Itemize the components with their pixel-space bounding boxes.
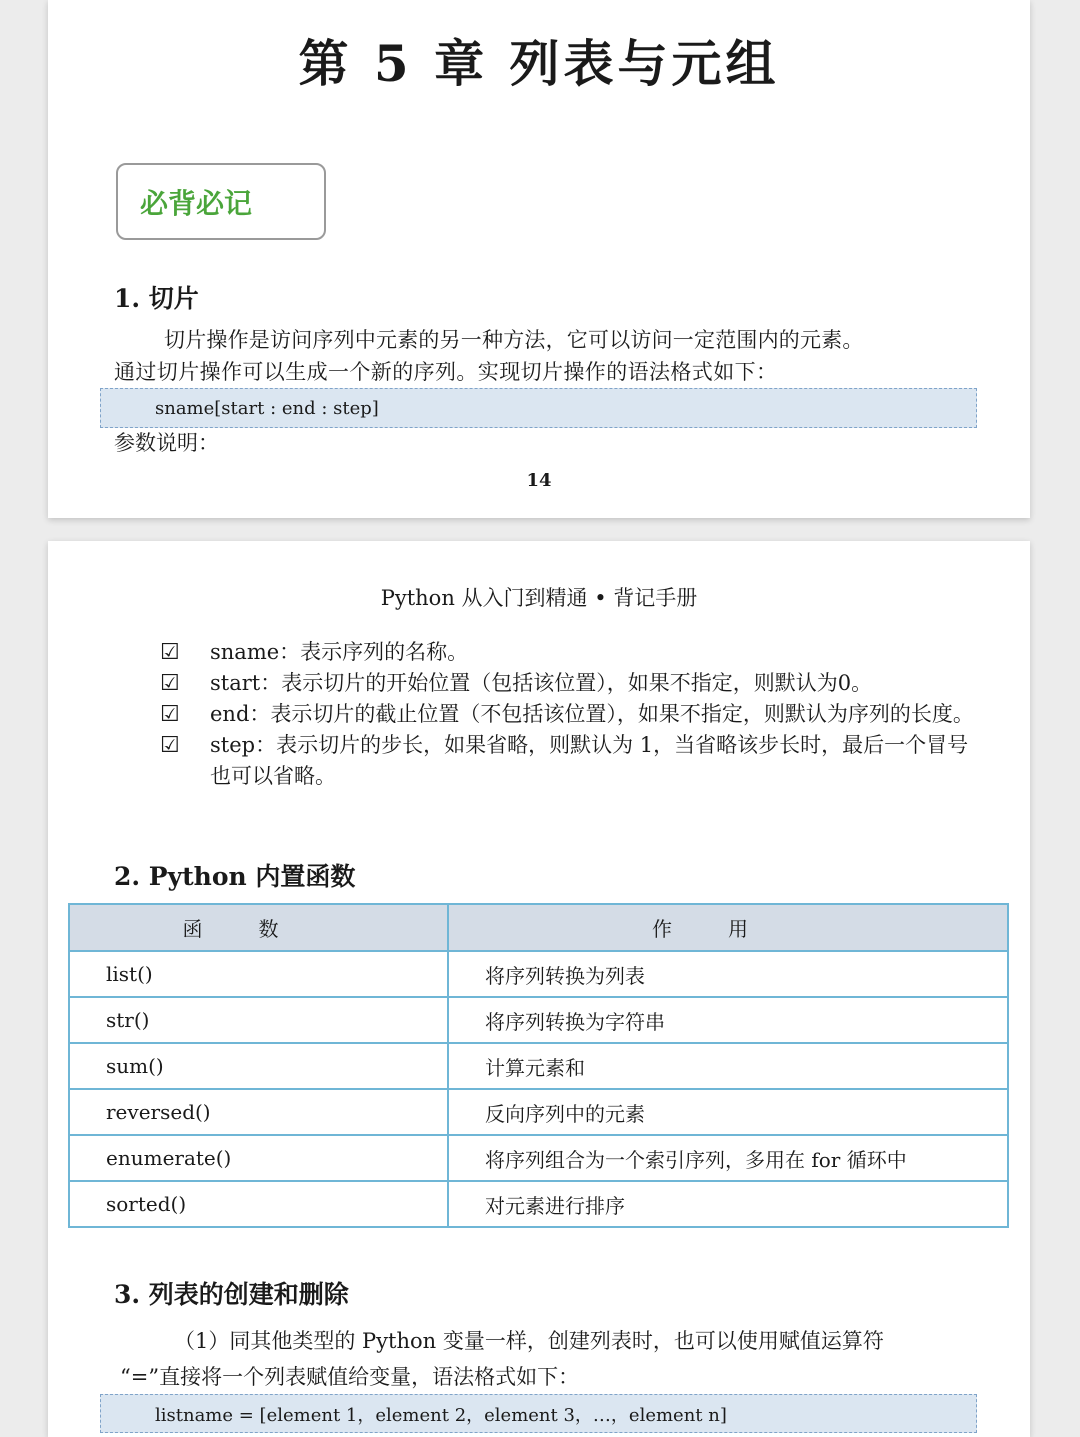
function-purpose-cell: 反向序列中的元素 <box>448 1089 1008 1135</box>
table-row <box>69 997 1008 1043</box>
function-name-cell: enumerate() <box>69 1135 448 1181</box>
param-text: sname：表示序列的名称。 <box>210 640 469 664</box>
table-header-purpose: 作用 <box>448 904 1008 951</box>
slicing-paragraph-line1: 切片操作是访问序列中元素的另一种方法，它可以访问一定范围内的元素。 <box>164 328 864 352</box>
checkbox-checked-icon: ☑ <box>160 671 180 696</box>
section-title-builtins: 2. Python 内置函数 <box>114 862 356 891</box>
builtin-functions-table <box>68 903 1009 1228</box>
section-title-list-create-delete: 3. 列表的创建和删除 <box>114 1280 349 1309</box>
param-text: step：表示切片的步长，如果省略，则默认为 1，当省略该步长时，最后一个冒号也可以省略。 <box>210 733 969 788</box>
param-text: start：表示切片的开始位置（包括该位置），如果不指定，则默认为0。 <box>210 671 873 695</box>
list-create-paragraph-line2: “=”直接将一个列表赋值给变量，语法格式如下： <box>120 1365 580 1389</box>
table-row <box>69 951 1008 997</box>
function-purpose-cell: 将序列转换为字符串 <box>448 997 1008 1043</box>
function-purpose-cell: 对元素进行排序 <box>448 1181 1008 1227</box>
function-name-cell: list() <box>69 951 448 997</box>
slicing-paragraph-line2: 通过切片操作可以生成一个新的序列。实现切片操作的语法格式如下： <box>114 360 778 384</box>
book-page-14 <box>48 0 1030 518</box>
function-purpose-cell: 将序列转换为列表 <box>448 951 1008 997</box>
table-header-function: 函数 <box>69 904 448 951</box>
checkbox-checked-icon: ☑ <box>160 733 180 758</box>
function-name-cell: sorted() <box>69 1181 448 1227</box>
table-row <box>69 1089 1008 1135</box>
section-title-slicing: 1. 切片 <box>114 284 199 313</box>
function-purpose-cell: 将序列组合为一个索引序列，多用在 for 循环中 <box>448 1135 1008 1181</box>
table-header-row <box>69 904 1008 951</box>
function-name-cell: sum() <box>69 1043 448 1089</box>
param-text: end：表示切片的截止位置（不包括该位置），如果不指定，则默认为序列的长度。 <box>210 702 974 726</box>
page-number: 14 <box>526 470 552 491</box>
param-item-sname <box>160 637 980 668</box>
table-row <box>69 1043 1008 1089</box>
function-purpose-cell: 计算元素和 <box>448 1043 1008 1089</box>
checkbox-checked-icon: ☑ <box>160 702 180 727</box>
checkbox-checked-icon: ☑ <box>160 640 180 665</box>
list-create-syntax-code: listname = [element 1，element 2，element 3，…，element n] <box>100 1394 977 1433</box>
table-row <box>69 1135 1008 1181</box>
param-checklist <box>160 637 980 792</box>
chapter-title: 第 5 章 列表与元组 <box>298 34 780 93</box>
param-item-step <box>160 730 980 792</box>
running-header: Python 从入门到精通 • 背记手册 <box>380 586 698 610</box>
param-item-end <box>160 699 980 730</box>
table-row <box>69 1181 1008 1227</box>
params-label: 参数说明： <box>114 431 219 455</box>
book-page-15 <box>48 541 1030 1437</box>
list-create-paragraph-line1: （1）同其他类型的 Python 变量一样，创建列表时，也可以使用赋值运算符 <box>174 1329 884 1353</box>
slicing-syntax-code: sname[start : end : step] <box>100 388 977 428</box>
param-item-start <box>160 668 980 699</box>
function-name-cell: reversed() <box>69 1089 448 1135</box>
function-name-cell: str() <box>69 997 448 1043</box>
must-memorize-box: 必背必记 <box>116 163 326 240</box>
